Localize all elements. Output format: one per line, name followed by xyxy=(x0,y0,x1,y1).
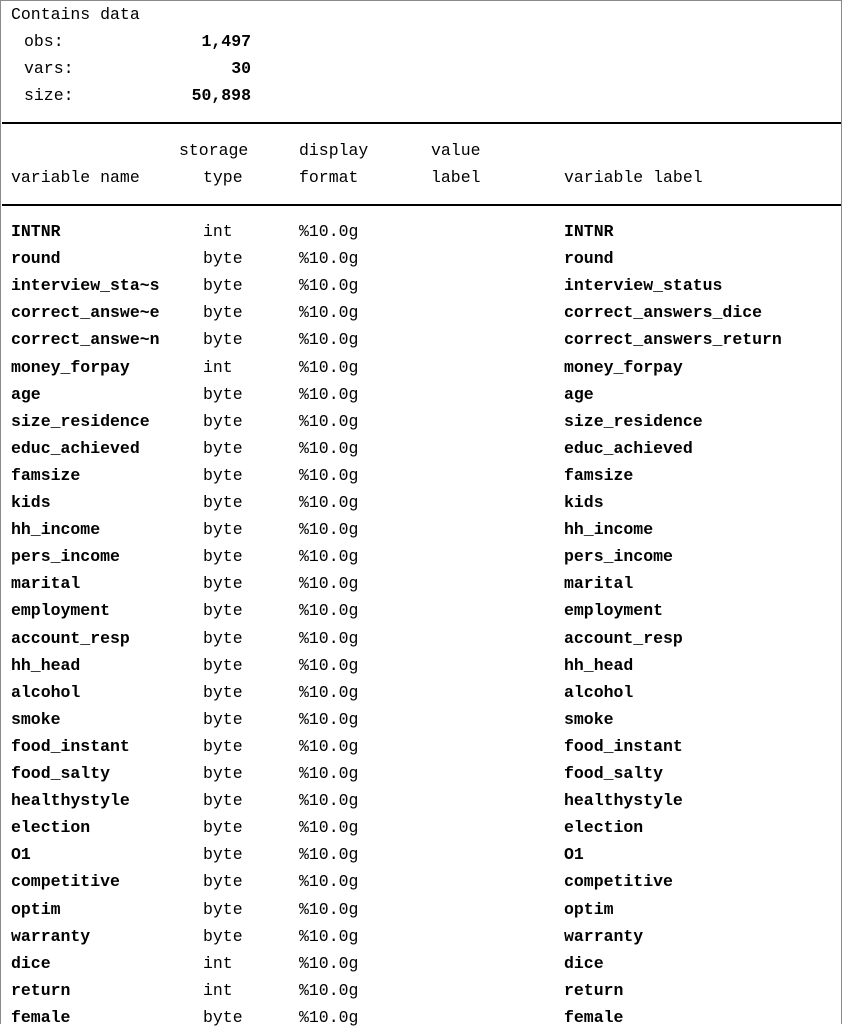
variable-name: marital xyxy=(11,574,81,594)
variable-name: interview_sta~s xyxy=(11,276,160,296)
storage-type: int xyxy=(203,980,233,1000)
variable-name: competitive xyxy=(11,872,120,892)
variable-label: pers_income xyxy=(564,547,673,567)
variable-label: money_forpay xyxy=(564,357,683,377)
display-format: %10.0g xyxy=(299,1007,359,1027)
display-format: %10.0g xyxy=(299,655,359,675)
storage-type: byte xyxy=(203,764,243,783)
storage-type: byte xyxy=(203,493,243,512)
storage-type: int xyxy=(203,222,233,241)
display-format: %10.0g xyxy=(299,709,359,729)
variable-label: interview_status xyxy=(564,276,723,296)
variable-label: food_instant xyxy=(564,736,683,756)
variable-label: alcohol xyxy=(564,682,634,702)
display-format: %10.0g xyxy=(299,899,359,919)
variable-name: healthystyle xyxy=(11,791,130,811)
variable-label: return xyxy=(564,980,624,1000)
variable-name: educ_achieved xyxy=(11,438,140,458)
storage-type: byte xyxy=(203,818,243,838)
variable-name: optim xyxy=(11,899,61,919)
variable-name: O1 xyxy=(11,845,31,865)
storage-type: byte xyxy=(203,520,243,540)
variable-label: educ_achieved xyxy=(564,438,693,458)
header-label: label xyxy=(431,168,481,187)
variable-name: hh_income xyxy=(11,520,101,540)
variable-label: INTNR xyxy=(564,222,614,241)
display-format: %10.0g xyxy=(299,574,359,594)
storage-type: byte xyxy=(203,601,243,621)
variable-name: hh_head xyxy=(11,655,81,675)
display-format: %10.0g xyxy=(299,493,359,512)
display-format: %10.0g xyxy=(299,764,359,783)
variable-label: hh_income xyxy=(564,520,654,540)
display-format: %10.0g xyxy=(299,249,359,269)
variable-label: competitive xyxy=(564,872,673,892)
header-storage: storage xyxy=(179,141,249,160)
variable-label: smoke xyxy=(564,709,614,729)
storage-type: byte xyxy=(203,384,243,404)
display-format: %10.0g xyxy=(299,276,359,296)
variable-label: size_residence xyxy=(564,411,703,431)
storage-type: int xyxy=(203,953,233,973)
header-variable-name: variable name xyxy=(11,168,140,187)
header-format: format xyxy=(299,168,359,187)
display-format: %10.0g xyxy=(299,926,359,946)
variable-label: employment xyxy=(564,601,664,621)
variable-label: kids xyxy=(564,493,604,512)
variable-name: smoke xyxy=(11,709,61,729)
storage-type: byte xyxy=(203,899,243,919)
storage-type: byte xyxy=(203,330,243,350)
variable-label: warranty xyxy=(564,926,644,946)
variable-label: election xyxy=(564,818,644,838)
variable-name: age xyxy=(11,384,41,404)
variable-label: dice xyxy=(564,953,604,973)
storage-type: byte xyxy=(203,709,243,729)
variable-name: pers_income xyxy=(11,547,120,567)
display-format: %10.0g xyxy=(299,980,359,1000)
header-divider xyxy=(2,204,841,206)
variable-label: hh_head xyxy=(564,655,634,675)
storage-type: byte xyxy=(203,276,243,296)
storage-type: byte xyxy=(203,791,243,811)
display-format: %10.0g xyxy=(299,222,359,241)
storage-type: byte xyxy=(203,465,243,485)
variable-label: round xyxy=(564,249,614,269)
storage-type: byte xyxy=(203,682,243,702)
display-format: %10.0g xyxy=(299,628,359,648)
storage-type: byte xyxy=(203,845,243,865)
variable-name: correct_answe~e xyxy=(11,303,160,323)
vars-value: 30 xyxy=(231,59,251,78)
variable-name: election xyxy=(11,818,91,838)
display-format: %10.0g xyxy=(299,601,359,621)
variable-label: age xyxy=(564,384,594,404)
variable-label: O1 xyxy=(564,845,584,865)
display-format: %10.0g xyxy=(299,845,359,865)
variable-name: size_residence xyxy=(11,411,150,431)
storage-type: byte xyxy=(203,628,243,648)
variable-label: optim xyxy=(564,899,614,919)
describe-title: Contains data xyxy=(11,5,140,24)
storage-type: byte xyxy=(203,547,243,567)
display-format: %10.0g xyxy=(299,872,359,892)
display-format: %10.0g xyxy=(299,791,359,811)
variable-name: dice xyxy=(11,953,51,973)
display-format: %10.0g xyxy=(299,465,359,485)
variable-label: correct_answers_return xyxy=(564,330,782,350)
variable-label: correct_answers_dice xyxy=(564,303,763,323)
display-format: %10.0g xyxy=(299,682,359,702)
header-type: type xyxy=(203,168,243,187)
variable-label: healthystyle xyxy=(564,791,683,811)
display-format: %10.0g xyxy=(299,330,359,350)
variable-name: famsize xyxy=(11,465,81,485)
storage-type: byte xyxy=(203,736,243,756)
storage-type: byte xyxy=(203,872,243,892)
vars-label: vars: xyxy=(24,59,74,78)
variable-label: account_resp xyxy=(564,628,683,648)
storage-type: byte xyxy=(203,303,243,323)
header-variable-label: variable label xyxy=(564,168,703,187)
storage-type: byte xyxy=(203,249,243,269)
variable-label: food_salty xyxy=(564,764,664,783)
display-format: %10.0g xyxy=(299,411,359,431)
storage-type: byte xyxy=(203,438,243,458)
variable-name: return xyxy=(11,980,71,1000)
variable-name: employment xyxy=(11,601,111,621)
variable-name: correct_answe~n xyxy=(11,330,160,350)
header-display: display xyxy=(299,141,369,160)
variable-name: alcohol xyxy=(11,682,81,702)
storage-type: byte xyxy=(203,411,243,431)
variable-label: famsize xyxy=(564,465,634,485)
display-format: %10.0g xyxy=(299,438,359,458)
display-format: %10.0g xyxy=(299,736,359,756)
header-value: value xyxy=(431,141,481,160)
variable-name: money_forpay xyxy=(11,357,130,377)
variable-name: food_instant xyxy=(11,736,130,756)
variable-name: food_salty xyxy=(11,764,111,783)
variable-name: INTNR xyxy=(11,222,61,241)
storage-type: byte xyxy=(203,926,243,946)
variable-name: account_resp xyxy=(11,628,130,648)
size-value: 50,898 xyxy=(191,86,251,105)
storage-type: byte xyxy=(203,574,243,594)
variable-label: female xyxy=(564,1007,624,1027)
top-divider xyxy=(2,122,841,124)
storage-type: int xyxy=(203,357,233,377)
obs-value: 1,497 xyxy=(201,32,251,51)
variable-name: warranty xyxy=(11,926,91,946)
variable-name: female xyxy=(11,1007,71,1027)
display-format: %10.0g xyxy=(299,384,359,404)
size-label: size: xyxy=(24,86,74,105)
display-format: %10.0g xyxy=(299,520,359,540)
obs-label: obs: xyxy=(24,32,64,51)
storage-type: byte xyxy=(203,655,243,675)
display-format: %10.0g xyxy=(299,357,359,377)
display-format: %10.0g xyxy=(299,953,359,973)
display-format: %10.0g xyxy=(299,818,359,838)
storage-type: byte xyxy=(203,1007,243,1027)
display-format: %10.0g xyxy=(299,303,359,323)
display-format: %10.0g xyxy=(299,547,359,567)
variable-name: kids xyxy=(11,493,51,512)
variable-name: round xyxy=(11,249,61,269)
variable-label: marital xyxy=(564,574,634,594)
